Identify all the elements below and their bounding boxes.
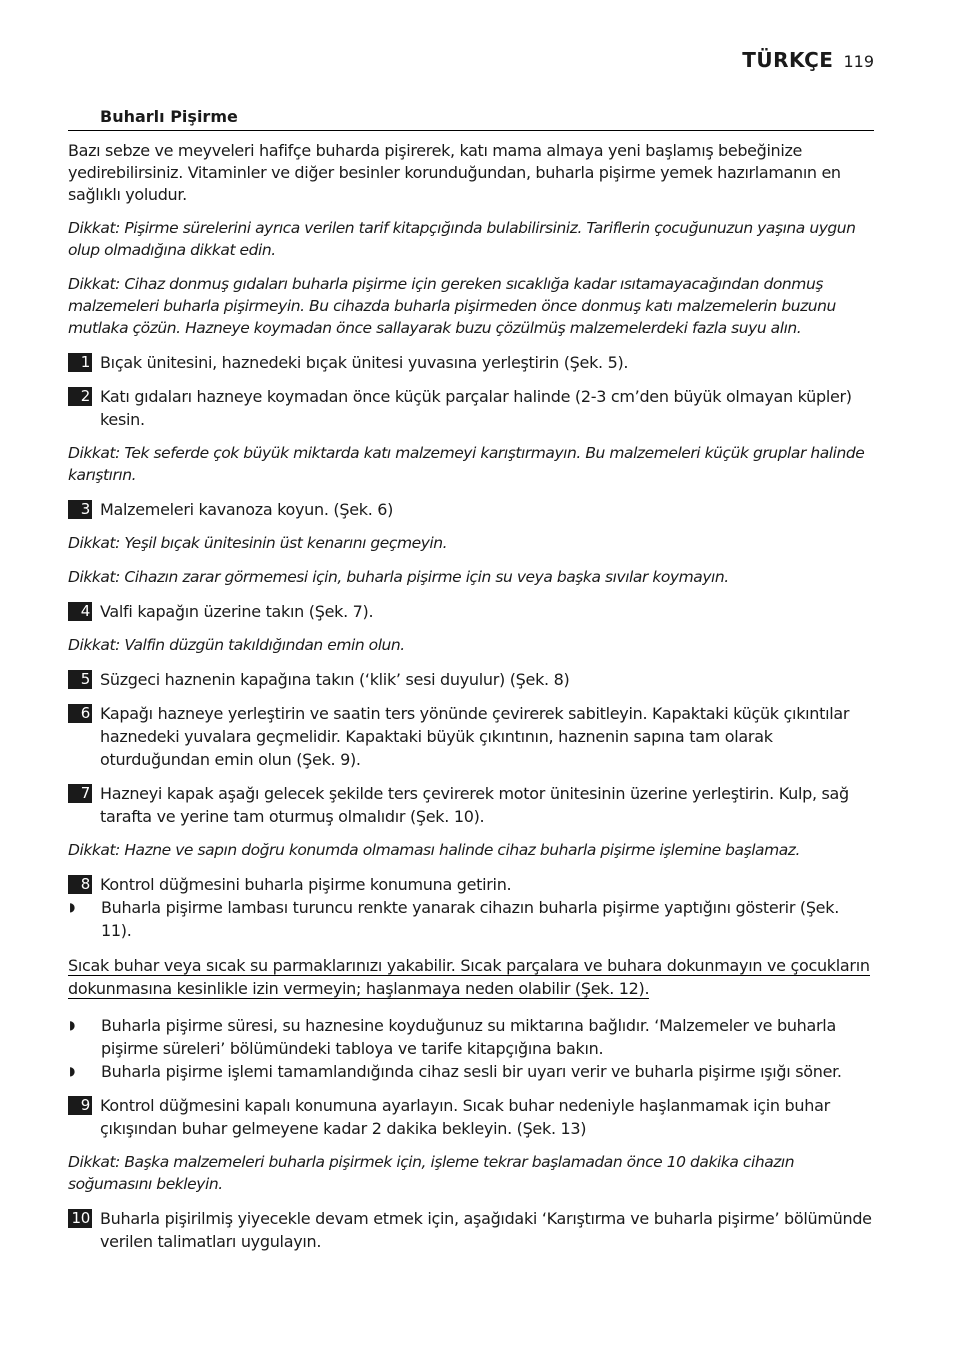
spacer [68,1083,874,1094]
bullet-item [68,1014,874,1060]
note-paragraph: Dikkat: Başka malzemeleri buharla pişirmek için, işleme tekrar başlamadan önce 10 dakika cihazın soğumasını bekleyin. [68,1153,795,1193]
step-text: Kapağı hazneye yerleştirin ve saatin ters yönünde çevirerek sabitleyin. Kapaktaki küçük çıkıntılar haznedeki yuvalara geçmelidir. Kapaktaki büyük çıkıntının, haznenin sapına tam olarak oturduğundan emin olun (Şek. 9). [100,704,850,769]
step-text: Katı gıdaları hazneye koymadan önce küçük parçalar halinde (2-3 cm’den büyük olmayan küpler) kesin. [100,387,852,429]
step-number: 2 [68,387,92,406]
step-6 [68,702,874,771]
bullet-icon: ◗ [69,1018,76,1032]
step-2 [68,385,874,431]
note-paragraph: Dikkat: Cihaz donmuş gıdaları buharla pişirme için gereken sıcaklığa kadar ısıtamayacağından donmuş malzemeleri buharla pişirmeyin. Bu cihazda buharla pişirmeden önce donmuş katı malzemelerin buzunu mutlaka çözün. Hazneye koymadan önce sallayarak buzu çözülmüş malzemelerdeki fazla suyu alın. [68,275,836,337]
bullet-text: Buharla pişirme işlemi tamamlandığında cihaz sesli bir uyarı verir ve buharla pişirme ışığı söner. [101,1062,842,1081]
step-number: 1 [68,353,92,372]
step-7 [68,782,874,828]
step-text: Süzgeci haznenin kapağına takın (‘klik’ sesi duyulur) (Şek. 8) [100,670,570,689]
step-number: 7 [68,784,92,803]
step-number: 10 [68,1209,92,1228]
step-text: Buharla pişirilmiş yiyecekle devam etmek için, aşağıdaki ‘Karıştırma ve buharla pişirme’ bölümünde verilen talimatları uygulayın. [100,1209,872,1251]
step-text: Kontrol düğmesini kapalı konumuna ayarlayın. Sıcak buhar nedeniyle haşlanmamak için buhar çıkışından buhar gelmeyene kadar 2 dakika bekleyin. (Şek. 13) [100,1096,830,1138]
intro-paragraph: Bazı sebze ve meyveleri hafifçe buharda pişirerek, katı mama almaya yeni başlamış bebeğinize yedirebilirsiniz. Vitaminler ve diğer besinler korunduğundan, buharla pişirme yemek hazırlamanın en sağlıklı yoludur. [68,141,841,204]
step-number: 8 [68,875,92,894]
section-title: Buharlı Pişirme [68,107,874,131]
bullet-icon: ◗ [69,900,76,914]
step-number: 9 [68,1096,92,1115]
note-paragraph: Dikkat: Valfin düzgün takıldığından emin olun. [68,636,405,654]
step-9 [68,1094,874,1140]
step-text: Valfi kapağın üzerine takın (Şek. 7). [100,602,374,621]
page-content [68,107,874,1264]
step-text: Hazneyi kapak aşağı gelecek şekilde ters çevirerek motor ünitesinin üzerine yerleştirin. Kulp, sağ tarafta ve yerine tam oturmuş olmalıdır (Şek. 10). [100,784,849,826]
bullet-item [68,1060,874,1083]
note-paragraph: Dikkat: Pişirme sürelerini ayrıca verilen tarif kitapçığında bulabilirsiniz. Tariflerin çocuğunuzun yaşına uygun olup olmadığına dikkat edin. [68,219,856,259]
step-3 [68,498,874,521]
step-5 [68,668,874,691]
page-header [742,48,874,72]
note-paragraph: Dikkat: Yeşil bıçak ünitesinin üst kenarını geçmeyin. [68,534,448,552]
step-number: 5 [68,670,92,689]
step-number: 4 [68,602,92,621]
warning-text: Sıcak buhar veya sıcak su parmaklarınızı yakabilir. Sıcak parçalara ve buhara dokunmayın ve çocukların dokunmasına kesinlikle izin vermeyin; haşlanmaya neden olabilir (Şek. 12). [68,956,870,998]
note-paragraph: Dikkat: Cihazın zarar görmemesi için, buharla pişirme için su veya başka sıvılar koymayın. [68,568,729,586]
warning-paragraph [68,954,874,1000]
step-1 [68,351,874,374]
note-paragraph: Dikkat: Hazne ve sapın doğru konumda olmaması halinde cihaz buharla pişirme işlemine başlamaz. [68,841,800,859]
bullet-text: Buharla pişirme lambası turuncu renkte yanarak cihazın buharla pişirme yaptığını gösterir (Şek. 11). [101,898,839,940]
bullet-icon: ◗ [69,1064,76,1078]
bullet-text: Buharla pişirme süresi, su haznesine koyduğunuz su miktarına bağlıdır. ‘Malzemeler ve buharla pişirme süreleri’ bölümündeki tabloya ve tarife kitapçığına bakın. [101,1016,836,1058]
bullet-item [68,896,874,942]
step-number: 6 [68,704,92,723]
note-paragraph: Dikkat: Tek seferde çok büyük miktarda katı malzemeyi karıştırmayın. Bu malzemeleri küçük gruplar halinde karıştırın. [68,444,865,484]
step-4 [68,600,874,623]
step-10 [68,1207,874,1253]
step-text: Malzemeleri kavanoza koyun. (Şek. 6) [100,500,394,519]
page-number: 119 [843,52,874,71]
step-number: 3 [68,500,92,519]
language-label: TÜRKÇE [742,48,834,72]
step-text: Bıçak ünitesini, haznedeki bıçak ünitesi yuvasına yerleştirin (Şek. 5). [100,353,629,372]
step-text: Kontrol düğmesini buharla pişirme konumuna getirin. [100,875,512,894]
step-8 [68,873,874,896]
